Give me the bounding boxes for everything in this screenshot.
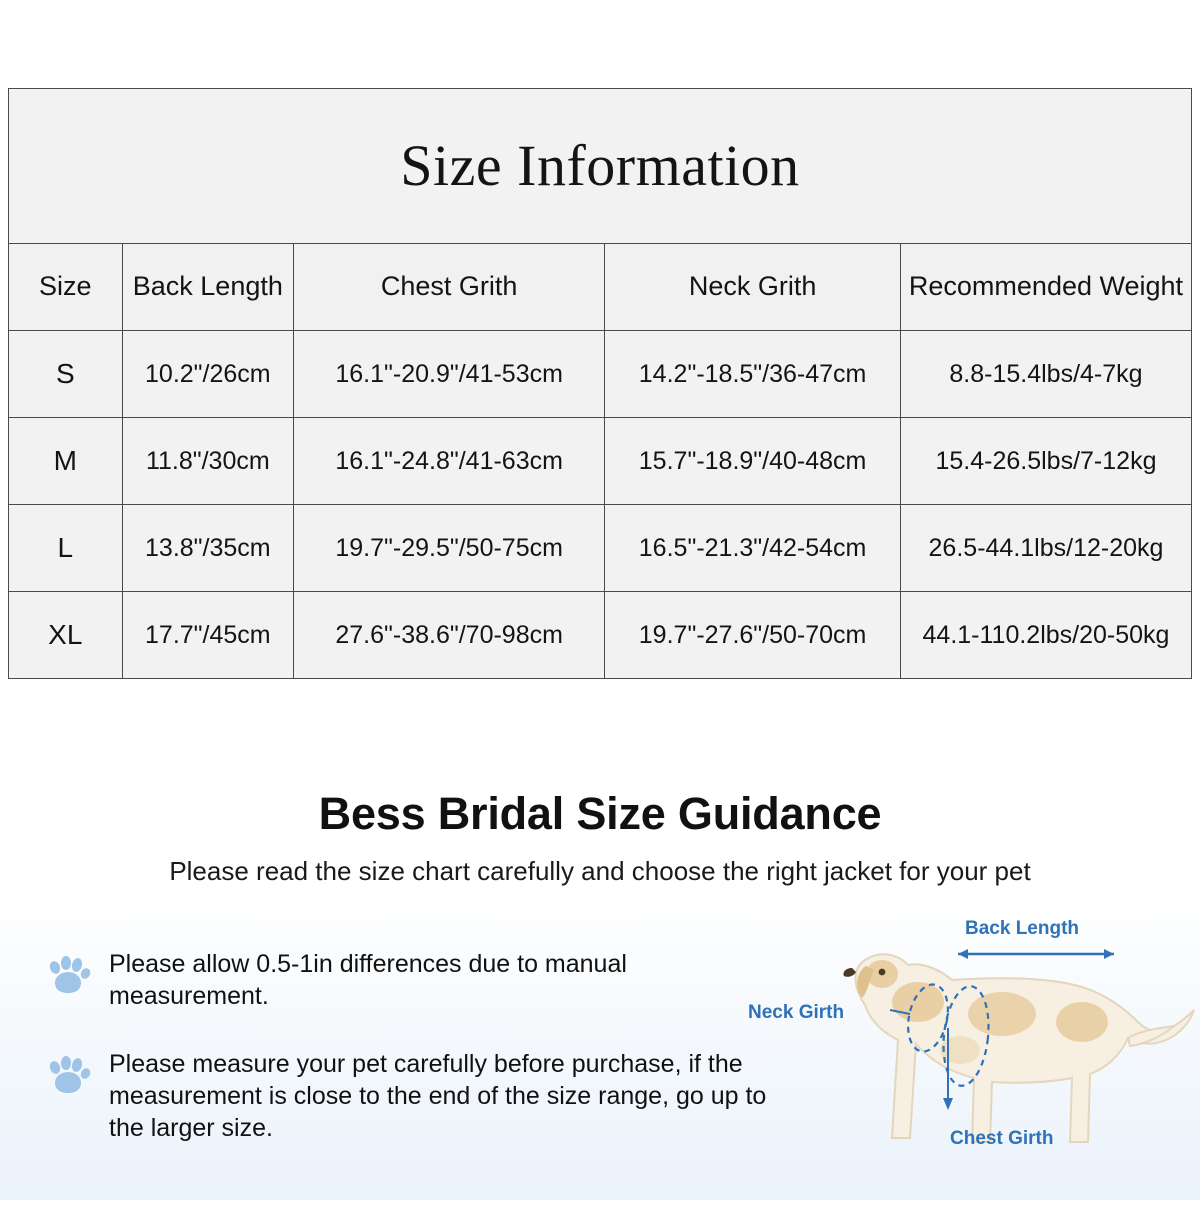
column-header-chest-girth: Chest Grith xyxy=(294,244,605,331)
cell-neck-girth: 14.2"-18.5"/36-47cm xyxy=(605,331,901,418)
label-back-length: Back Length xyxy=(965,918,1080,939)
label-neck-girth: Neck Girth xyxy=(748,1002,845,1023)
table-header-row xyxy=(9,244,1192,331)
paw-print-icon xyxy=(45,1052,91,1098)
guidance-title: Bess Bridal Size Guidance xyxy=(318,788,882,839)
cell-recommended-weight: 44.1-110.2lbs/20-50kg xyxy=(900,592,1191,679)
table-row xyxy=(9,592,1192,679)
cell-chest-girth: 16.1"-24.8"/41-63cm xyxy=(294,418,605,505)
cell-size: M xyxy=(9,418,123,505)
table-title: Size Information xyxy=(9,89,1192,244)
cell-recommended-weight: 26.5-44.1lbs/12-20kg xyxy=(900,505,1191,592)
list-item xyxy=(45,948,785,1012)
cell-size: S xyxy=(9,331,123,418)
label-chest-girth: Chest Girth xyxy=(950,1128,1054,1149)
note-text: Please measure your pet carefully before purchase, if the measurement is close to the end of the size range, go up to the larger size. xyxy=(109,1050,767,1142)
table-row xyxy=(9,331,1192,418)
dog-illustration-icon xyxy=(770,910,1200,1200)
cell-chest-girth: 19.7"-29.5"/50-75cm xyxy=(294,505,605,592)
column-header-recommended-weight: Recommended Weight xyxy=(900,244,1191,331)
paw-print-icon xyxy=(45,952,91,998)
cell-back-length: 17.7"/45cm xyxy=(122,592,294,679)
cell-neck-girth: 19.7"-27.6"/50-70cm xyxy=(605,592,901,679)
table-row xyxy=(9,505,1192,592)
cell-back-length: 13.8"/35cm xyxy=(122,505,294,592)
list-item xyxy=(45,1048,785,1144)
dog-measurement-diagram xyxy=(748,910,1200,1200)
table-title-row xyxy=(9,89,1192,244)
table-row xyxy=(9,418,1192,505)
size-information-table xyxy=(8,88,1192,679)
size-information-table-container xyxy=(8,88,1192,679)
column-header-neck-girth: Neck Grith xyxy=(605,244,901,331)
cell-back-length: 10.2"/26cm xyxy=(122,331,294,418)
cell-chest-girth: 27.6"-38.6"/70-98cm xyxy=(294,592,605,679)
size-guidance-panel xyxy=(0,700,1200,1200)
guidance-notes-list xyxy=(45,948,785,1180)
guidance-subtitle: Please read the size chart carefully and choose the right jacket for your pet xyxy=(169,856,1031,886)
cell-recommended-weight: 15.4-26.5lbs/7-12kg xyxy=(900,418,1191,505)
cell-chest-girth: 16.1"-20.9"/41-53cm xyxy=(294,331,605,418)
cell-size: L xyxy=(9,505,123,592)
cell-back-length: 11.8"/30cm xyxy=(122,418,294,505)
note-text: Please allow 0.5-1in differences due to manual measurement. xyxy=(109,950,627,1010)
cell-neck-girth: 16.5"-21.3"/42-54cm xyxy=(605,505,901,592)
cell-neck-girth: 15.7"-18.9"/40-48cm xyxy=(605,418,901,505)
cell-size: XL xyxy=(9,592,123,679)
column-header-size: Size xyxy=(9,244,123,331)
cell-recommended-weight: 8.8-15.4lbs/4-7kg xyxy=(900,331,1191,418)
column-header-back-length: Back Length xyxy=(122,244,294,331)
